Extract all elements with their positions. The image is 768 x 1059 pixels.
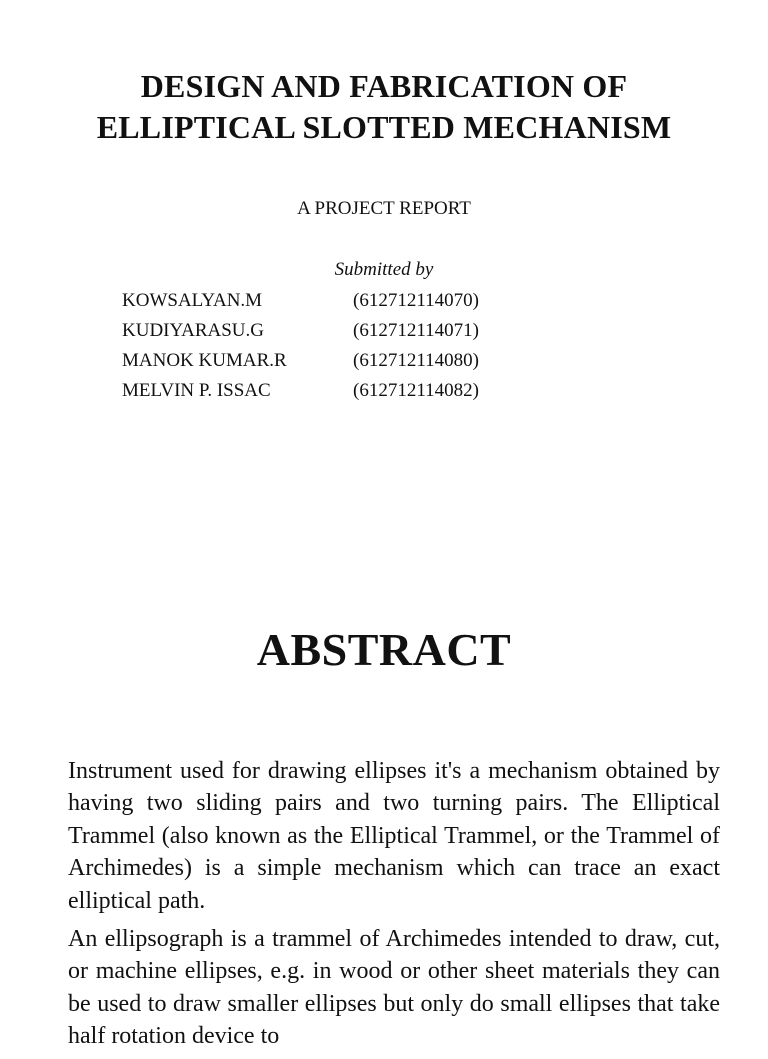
report-title	[0, 66, 768, 148]
abstract-heading: ABSTRACT	[256, 624, 512, 675]
student-register-number: (612712114080)	[353, 350, 479, 371]
student-name: MANOK KUMAR.R	[122, 350, 287, 371]
student-register-number: (612712114082)	[353, 380, 479, 401]
student-list	[122, 286, 642, 406]
student-row	[122, 376, 642, 406]
abstract-paragraph: Instrument used for drawing ellipses it's a mechanism obtained by having two sliding pairs and two turning pairs. The Elliptical Trammel (also known as the Elliptical Trammel, or the Trammel of Archimedes) is a simple mechanism which can trace an exact elliptical path.	[68, 758, 720, 914]
abstract-body	[68, 755, 720, 1059]
report-type: A PROJECT REPORT	[297, 198, 471, 219]
student-row	[122, 316, 642, 346]
student-name: MELVIN P. ISSAC	[122, 380, 271, 401]
student-register-number: (612712114070)	[353, 290, 479, 311]
student-row	[122, 346, 642, 376]
student-name: KOWSALYAN.M	[122, 290, 263, 311]
submitted-by-label: Submitted by	[334, 259, 434, 280]
student-register-number: (612712114071)	[353, 320, 479, 341]
report-title-line-1: DESIGN AND FABRICATION OF	[140, 68, 628, 104]
report-title-line-2: ELLIPTICAL SLOTTED MECHANISM	[96, 109, 672, 145]
student-name: KUDIYARASU.G	[122, 320, 264, 341]
student-row	[122, 286, 642, 316]
abstract-paragraph: An ellipsograph is a trammel of Archimedes intended to draw, cut, or machine ellipses, e.g. in wood or other sheet materials they can be used to draw smaller ellipses but only do small ellipses that take half rotation device to	[68, 926, 720, 1050]
